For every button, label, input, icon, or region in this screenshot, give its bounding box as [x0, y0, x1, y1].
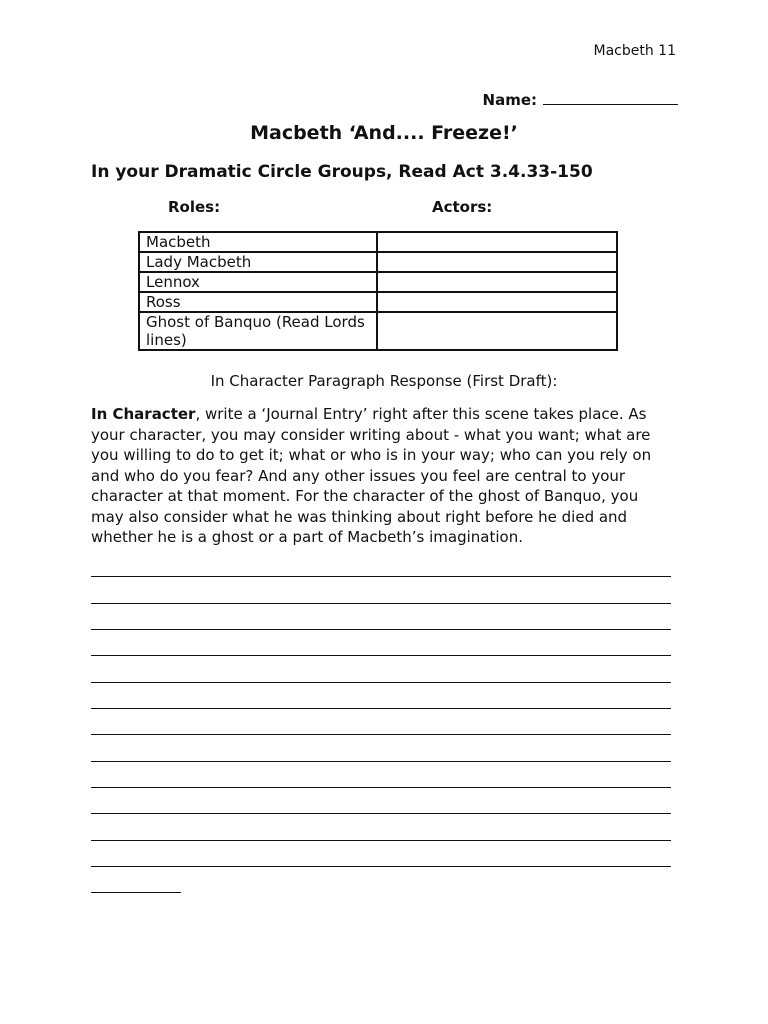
actor-cell[interactable] [377, 252, 617, 272]
writing-line[interactable] [91, 840, 671, 841]
role-cell: Ross [139, 292, 377, 312]
writing-line[interactable] [91, 866, 671, 867]
worksheet-subtitle: In your Dramatic Circle Groups, Read Act 3.4.33-150 [91, 162, 593, 182]
name-blank-line[interactable] [543, 90, 678, 105]
actors-column-header: Actors: [432, 198, 493, 216]
writing-line[interactable] [91, 761, 671, 762]
instructions-lead: In Character [91, 405, 196, 423]
writing-line[interactable] [91, 734, 671, 735]
writing-line[interactable] [91, 813, 671, 814]
table-row [139, 232, 617, 252]
table-row [139, 292, 617, 312]
role-cell: Lady Macbeth [139, 252, 377, 272]
role-cell: Lennox [139, 272, 377, 292]
table-row [139, 272, 617, 292]
role-cell: Ghost of Banquo (Read Lords lines) [139, 312, 377, 350]
writing-line[interactable] [91, 682, 671, 683]
writing-line[interactable] [91, 708, 671, 709]
actor-cell[interactable] [377, 272, 617, 292]
response-heading: In Character Paragraph Response (First Draft): [210, 372, 558, 390]
writing-line[interactable] [91, 629, 671, 630]
writing-line[interactable] [91, 603, 671, 604]
table-row [139, 312, 617, 350]
actor-cell[interactable] [377, 292, 617, 312]
page-label: Macbeth 11 [593, 43, 676, 59]
name-field[interactable] [483, 90, 678, 109]
actor-cell[interactable] [377, 232, 617, 252]
writing-line[interactable] [91, 576, 671, 577]
response-instructions [91, 404, 671, 548]
actor-cell[interactable] [377, 312, 617, 350]
role-cell: Macbeth [139, 232, 377, 252]
roles-column-header: Roles: [168, 198, 221, 216]
writing-line[interactable] [91, 787, 671, 788]
name-label: Name: [482, 91, 537, 109]
worksheet-title: Macbeth ‘And.... Freeze!’ [250, 122, 518, 144]
instructions-body: , write a ‘Journal Entry’ right after this scene takes place. As your character, you may consider writing about - what you want; what are you willing to do to get it; what or who is in your way; who can you rely on and who do you fear? And any other issues you feel are central to your character at that moment. For the character of the ghost of Banquo, you may also consider what he was thinking about right before he died and whether he is a ghost or a part of Macbeth’s imagination. [91, 405, 652, 546]
writing-line-short[interactable] [91, 892, 181, 893]
roles-table [138, 231, 618, 351]
writing-line[interactable] [91, 655, 671, 656]
table-row [139, 252, 617, 272]
